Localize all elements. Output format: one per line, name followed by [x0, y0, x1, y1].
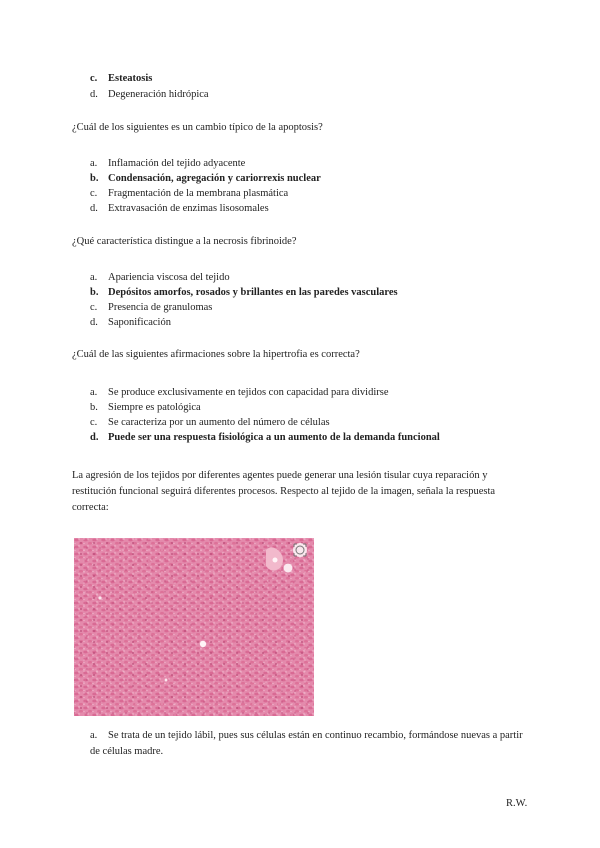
zoom-icon[interactable] [293, 543, 307, 557]
q4-option-a: a. Se trata de un tejido lábil, pues sus células están en continuo recambio, formándose nuevas a partir de células madre. [90, 730, 523, 757]
q3-option-a: a. Se produce exclusivamente en tejidos con capacidad para dividirse [90, 387, 389, 398]
q0-option-d: d. Degeneración hidrópica [90, 89, 209, 100]
q1-option-a: a. Inflamación del tejido adyacente [90, 158, 246, 169]
q1-option-d: d. Extravasación de enzimas lisosomales [90, 203, 269, 214]
q4-question: La agresión de los tejidos por diferentes agentes puede generar una lesión tisular cuya reparación y restitución funcional seguirá diferentes procesos. Respecto al tejido de la imagen, señala la respuesta correcta: [72, 470, 496, 513]
q0-option-c: c. Esteatosis [90, 73, 153, 84]
q2-option-d: d. Saponificación [90, 317, 171, 328]
q2-option-c: c. Presencia de granulomas [90, 302, 213, 313]
q3-option-d: d. Puede ser una respuesta fisiológica a un aumento de la demanda funcional [90, 432, 440, 443]
histology-image-svg [74, 538, 314, 716]
q2-option-a: a. Apariencia viscosa del tejido [90, 272, 230, 283]
histology-image [74, 538, 314, 716]
q3-question: ¿Cuál de las siguientes afirmaciones sobre la hipertrofia es correcta? [72, 349, 360, 360]
q3-option-c: c. Se caracteriza por un aumento del número de células [90, 417, 330, 428]
q1-option-b: b. Condensación, agregación y cariorrexis nuclear [90, 173, 321, 184]
q2-question: ¿Qué característica distingue a la necrosis fibrinoide? [72, 236, 297, 247]
footer-initials: R.W. [506, 798, 528, 809]
q2-option-b: b. Depósitos amorfos, rosados y brillantes en las paredes vasculares [90, 287, 398, 298]
q3-option-b: b. Siempre es patológica [90, 402, 201, 413]
q1-option-c: c. Fragmentación de la membrana plasmática [90, 188, 289, 199]
q1-question: ¿Cuál de los siguientes es un cambio típico de la apoptosis? [72, 122, 323, 133]
